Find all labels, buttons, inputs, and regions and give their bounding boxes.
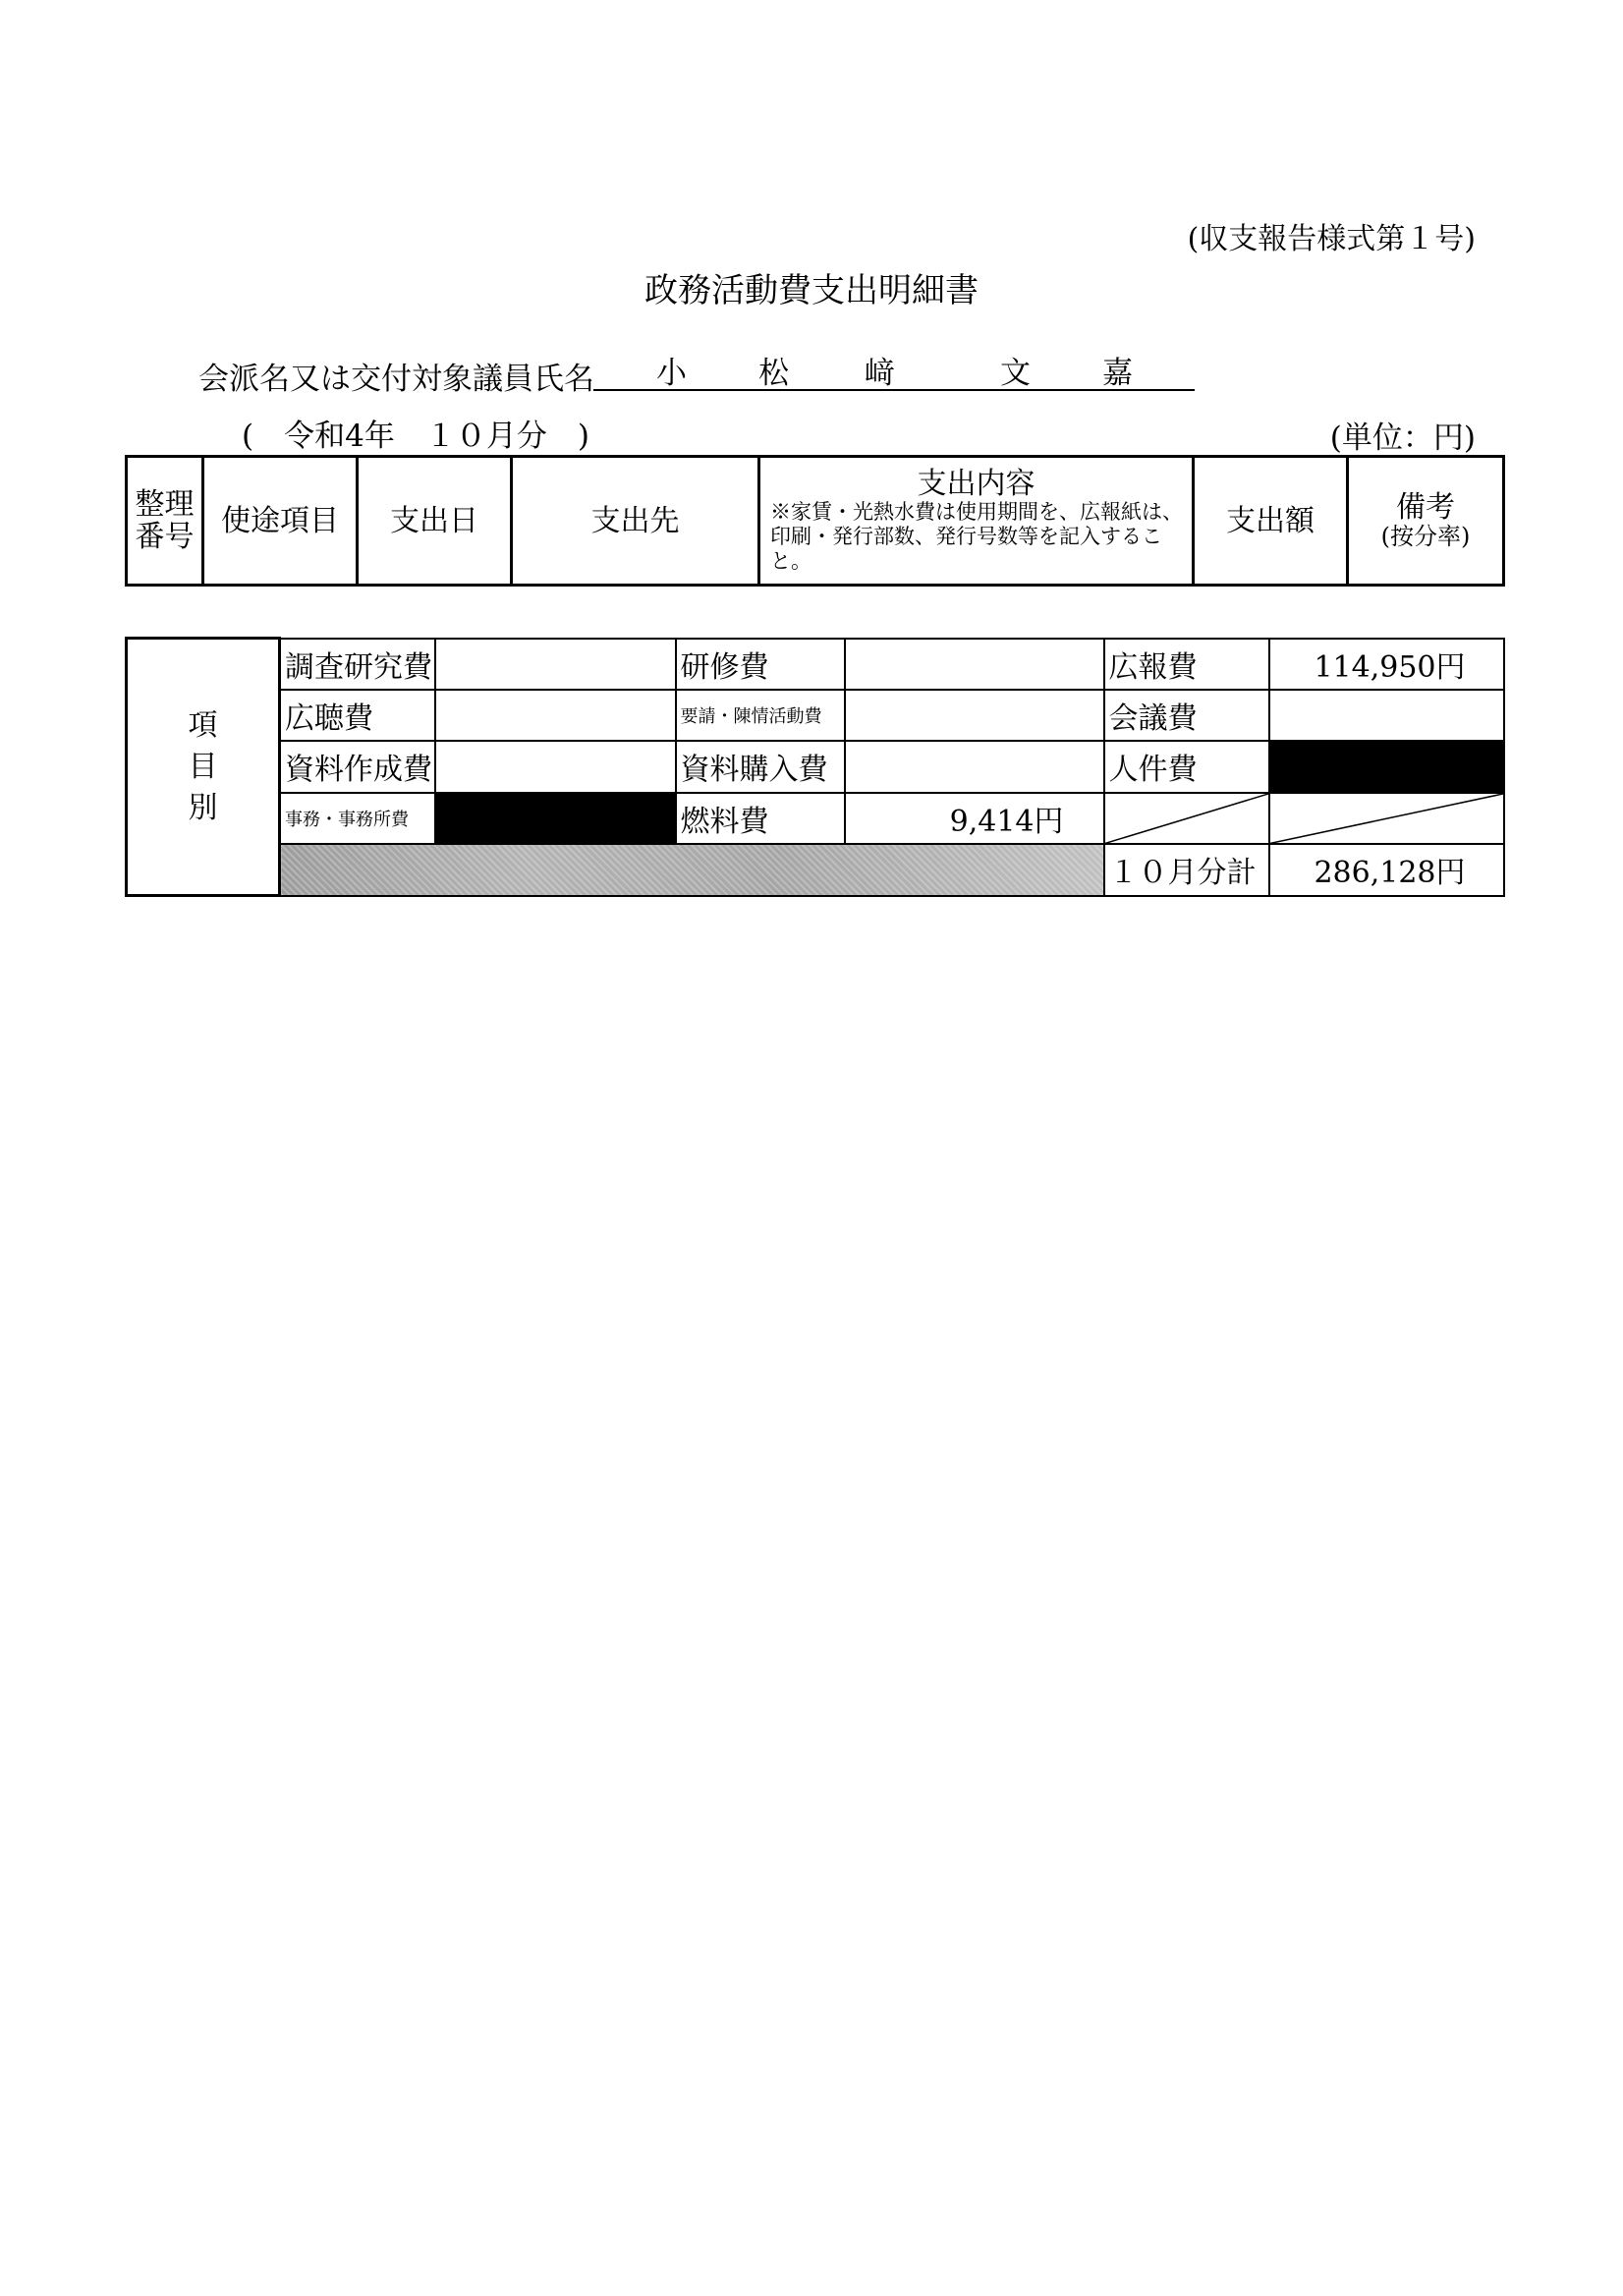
category-amount: [845, 690, 1104, 741]
content-note: ※家賃・光熱水費は使用期間を、広報紙は、印刷・発行部数、発行号数等を記入すること。: [770, 499, 1183, 574]
category-label: 事務・事務所費: [280, 793, 435, 844]
category-amount: [845, 741, 1104, 792]
name-char: 文: [1000, 355, 1031, 391]
name-char: 松: [758, 355, 789, 391]
redacted-amount: [435, 793, 676, 844]
unit-label: (単位：円): [1329, 420, 1476, 456]
total-amount: 286,128円: [1269, 844, 1504, 895]
header-date: 支出日: [358, 457, 512, 586]
name-char: 小: [656, 355, 687, 391]
name-char: 嘉: [1102, 355, 1133, 391]
category-amount: [435, 639, 676, 690]
category-amount: [435, 690, 676, 741]
category-label: 研修費: [676, 639, 845, 690]
header-number: 整理 番号: [127, 457, 203, 586]
category-label: 調査研究費: [280, 639, 435, 690]
member-name-field: [593, 350, 1195, 391]
name-field-label: 会派名又は交付対象議員氏名: [198, 362, 594, 397]
category-label: 資料購入費: [676, 741, 845, 792]
category-amount: [435, 741, 676, 792]
redacted-amount: [1269, 741, 1504, 792]
name-char: 﨑: [865, 355, 895, 391]
category-side-label: 項 目 別: [127, 639, 280, 896]
category-label: 会議費: [1104, 690, 1269, 741]
category-amount: [845, 639, 1104, 690]
category-label: 資料作成費: [280, 741, 435, 792]
column-header-table: [125, 455, 1505, 587]
header-payee: 支出先: [512, 457, 759, 586]
category-label: 広報費: [1104, 639, 1269, 690]
shaded-blank-area: [280, 844, 1104, 895]
document-title: 政務活動費支出明細書: [644, 271, 979, 310]
category-label: 燃料費: [676, 793, 845, 844]
header-purpose: 使途項目: [203, 457, 358, 586]
category-amount: 9,414円: [845, 793, 1104, 844]
form-number-label: (収支報告様式第１号): [1187, 222, 1476, 256]
category-amount: 114,950円: [1269, 639, 1504, 690]
category-label: 広聴費: [280, 690, 435, 741]
category-label: 人件費: [1104, 741, 1269, 792]
struck-cell: [1104, 793, 1269, 844]
header-remarks: 備考 (按分率): [1348, 457, 1504, 586]
reporting-period: ( 令和4年 １０月分 ): [242, 419, 589, 454]
struck-cell: [1269, 793, 1504, 844]
category-label: 要請・陳情活動費: [676, 690, 845, 741]
header-amount: 支出額: [1194, 457, 1348, 586]
category-amount: [1269, 690, 1504, 741]
total-label: １０月分計: [1104, 844, 1269, 895]
category-summary-table: [125, 637, 1505, 897]
header-content: 支出内容 ※家賃・光熱水費は使用期間を、広報紙は、印刷・発行部数、発行号数等を記入すること。: [759, 457, 1194, 586]
